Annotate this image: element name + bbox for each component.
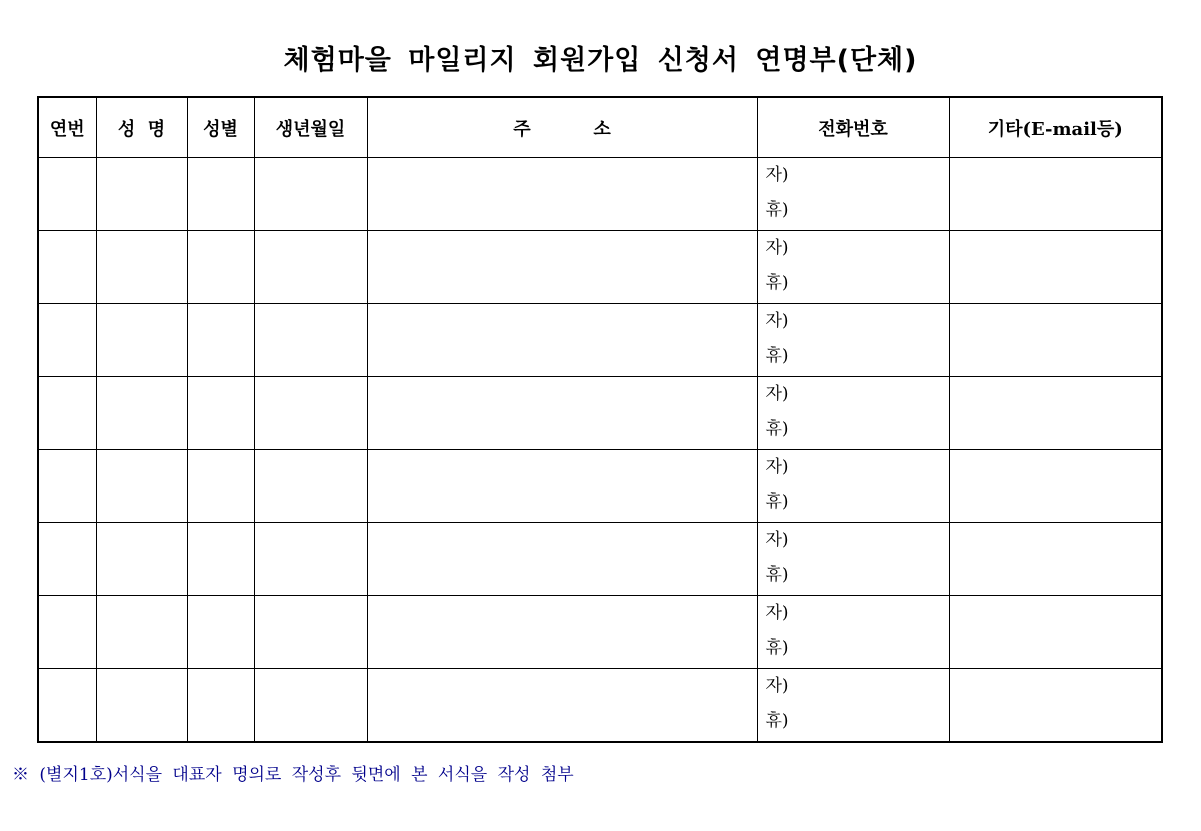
serial-cell[interactable] [38, 523, 96, 596]
birthdate-cell[interactable] [254, 304, 367, 377]
mobile-phone-prefix: 휴) [765, 638, 789, 658]
phone-cell[interactable] [757, 158, 949, 231]
etc-cell[interactable] [949, 231, 1162, 304]
gender-cell[interactable] [187, 377, 254, 450]
header-gender: 성별 [187, 97, 254, 158]
gender-cell[interactable] [187, 523, 254, 596]
phone-cell[interactable] [757, 450, 949, 523]
table-body [38, 158, 1162, 743]
address-cell[interactable] [367, 596, 757, 669]
name-cell[interactable] [96, 596, 187, 669]
gender-cell[interactable] [187, 158, 254, 231]
mobile-phone-prefix: 휴) [765, 711, 789, 731]
member-roster-table [37, 96, 1163, 743]
home-phone-prefix: 자) [765, 165, 789, 185]
serial-cell[interactable] [38, 304, 96, 377]
etc-cell[interactable] [949, 158, 1162, 231]
serial-cell[interactable] [38, 231, 96, 304]
form-title: 체험마을 마일리지 회원가입 신청서 연명부(단체) [283, 45, 918, 76]
serial-cell[interactable] [38, 450, 96, 523]
phone-cell[interactable] [757, 669, 949, 743]
home-phone-prefix: 자) [765, 238, 789, 258]
address-cell[interactable] [367, 304, 757, 377]
home-phone-prefix: 자) [765, 457, 789, 477]
name-cell[interactable] [96, 450, 187, 523]
header-phone: 전화번호 [757, 97, 949, 158]
address-cell[interactable] [367, 450, 757, 523]
header-etc-email: 기타(E-mail등) [949, 97, 1162, 158]
table-row [38, 596, 1162, 669]
etc-cell[interactable] [949, 377, 1162, 450]
name-cell[interactable] [96, 523, 187, 596]
address-cell[interactable] [367, 231, 757, 304]
table-row [38, 523, 1162, 596]
serial-cell[interactable] [38, 158, 96, 231]
home-phone-prefix: 자) [765, 676, 789, 696]
etc-cell[interactable] [949, 450, 1162, 523]
header-name: 성 명 [96, 97, 187, 158]
gender-cell[interactable] [187, 669, 254, 743]
home-phone-prefix: 자) [765, 311, 789, 331]
gender-cell[interactable] [187, 450, 254, 523]
birthdate-cell[interactable] [254, 596, 367, 669]
table-row [38, 669, 1162, 743]
name-cell[interactable] [96, 669, 187, 743]
phone-cell[interactable] [757, 523, 949, 596]
address-cell[interactable] [367, 523, 757, 596]
gender-cell[interactable] [187, 304, 254, 377]
header-address: 주 소 [367, 97, 757, 158]
name-cell[interactable] [96, 158, 187, 231]
name-cell[interactable] [96, 377, 187, 450]
table-header-row [38, 97, 1162, 158]
address-cell[interactable] [367, 377, 757, 450]
phone-cell[interactable] [757, 231, 949, 304]
phone-cell[interactable] [757, 304, 949, 377]
birthdate-cell[interactable] [254, 231, 367, 304]
address-cell[interactable] [367, 158, 757, 231]
gender-cell[interactable] [187, 231, 254, 304]
name-cell[interactable] [96, 304, 187, 377]
etc-cell[interactable] [949, 304, 1162, 377]
serial-cell[interactable] [38, 669, 96, 743]
mobile-phone-prefix: 휴) [765, 200, 789, 220]
header-serial-number: 연번 [38, 97, 96, 158]
serial-cell[interactable] [38, 377, 96, 450]
etc-cell[interactable] [949, 596, 1162, 669]
home-phone-prefix: 자) [765, 384, 789, 404]
birthdate-cell[interactable] [254, 523, 367, 596]
mobile-phone-prefix: 휴) [765, 273, 789, 293]
table-row [38, 158, 1162, 231]
header-birthdate: 생년월일 [254, 97, 367, 158]
mobile-phone-prefix: 휴) [765, 346, 789, 366]
home-phone-prefix: 자) [765, 530, 789, 550]
birthdate-cell[interactable] [254, 669, 367, 743]
mobile-phone-prefix: 휴) [765, 419, 789, 439]
phone-cell[interactable] [757, 377, 949, 450]
serial-cell[interactable] [38, 596, 96, 669]
birthdate-cell[interactable] [254, 450, 367, 523]
table-row [38, 304, 1162, 377]
mobile-phone-prefix: 휴) [765, 565, 789, 585]
table-row [38, 450, 1162, 523]
footnote: ※ (별지1호)서식을 대표자 명의로 작성후 뒷면에 본 서식을 작성 첨부 [12, 765, 574, 785]
table-row [38, 377, 1162, 450]
phone-cell[interactable] [757, 596, 949, 669]
birthdate-cell[interactable] [254, 377, 367, 450]
birthdate-cell[interactable] [254, 158, 367, 231]
name-cell[interactable] [96, 231, 187, 304]
etc-cell[interactable] [949, 523, 1162, 596]
address-cell[interactable] [367, 669, 757, 743]
etc-cell[interactable] [949, 669, 1162, 743]
gender-cell[interactable] [187, 596, 254, 669]
table-row [38, 231, 1162, 304]
home-phone-prefix: 자) [765, 603, 789, 623]
mobile-phone-prefix: 휴) [765, 492, 789, 512]
